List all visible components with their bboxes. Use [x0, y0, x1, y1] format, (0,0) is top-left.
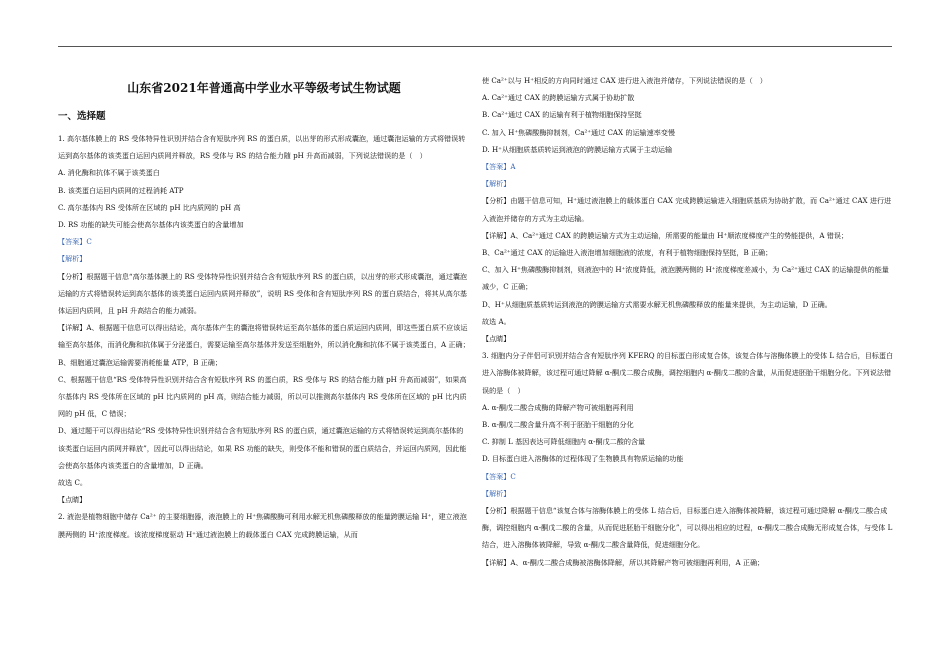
paragraph-q3A: A. α-酮戊二酸合成酶的降解产物可被细胞再利用 — [482, 402, 634, 412]
paragraph-q2A: A. Ca²⁺通过 CAX 的跨膜运输方式属于协助扩散 — [482, 93, 635, 103]
page-title: 山东省2021年普通高中学业水平等级考试生物试题 — [127, 81, 401, 95]
paragraph-q3D: D. 目标蛋白进入溶酶体的过程体现了生物膜具有物质运输的功能 — [482, 454, 684, 464]
paragraph-q2D: D. H⁺从细胞质基质转运到液泡的跨膜运输方式属于主动运输 — [482, 144, 673, 154]
paragraph-q2C: C. 加入 H⁺焦磷酸酶抑制剂，Ca²⁺通过 CAX 的运输速率变慢 — [482, 127, 676, 137]
paragraph-q2jx: 【解析】 — [482, 179, 511, 189]
paragraph-q3jx: 【解析】 — [482, 488, 511, 498]
paragraph-q3C: C. 抑制 L 基因表达可降低细胞内 α-酮戊二酸的含量 — [482, 437, 646, 447]
paragraph-q1jx: 【解析】 — [58, 254, 87, 264]
paragraph-q2xA: 【详解】A、Ca²⁺通过 CAX 的跨膜运输方式为主动运输，所需要的能量由 H⁺顺浓度梯度产生的势能提供，A 错误； — [482, 230, 849, 240]
section-heading: 一、选择题 — [58, 111, 106, 122]
paragraph-q2dj: 【点睛】 — [482, 334, 511, 344]
paragraph-q1gx: 故选 C。 — [58, 478, 87, 488]
paragraph-q3fx: 【分析】根据题干信息“该复合体与溶酶体膜上的受体 L 结合后，目标蛋白进入溶酶体被降解，该过程可通过降解 α-酮戊二酸合成酶，调控细胞内 α-酮戊二酸的含量，从而促进胚胎干细胞分化”，可以得出相应的过程，α-酮戊二酸合成酶无形成复合体，与受体 L 结合，进入溶酶体被降解，导致 α-酮戊二酸含量降低，促进细胞分化。 — [482, 506, 893, 550]
paragraph-q1dj: 【点睛】 — [58, 495, 87, 505]
paragraph-q1D: D. RS 功能的缺失可能会使高尔基体内该类蛋白的含量增加 — [58, 220, 244, 230]
left-column-body — [58, 130, 470, 543]
left-column — [58, 72, 470, 543]
paragraph-q3xA: 【详解】A、α-酮戊二酸合成酶被溶酶体降解，所以其降解产物可被细胞再利用，A 正确； — [482, 557, 765, 567]
paragraph-q2a: 2. 液泡是植物细胞中储存 Ca²⁺ 的主要细胞器，液泡膜上的 H⁺焦磷酸酶可利用水解无机焦磷酸释放的能量跨膜运输 H⁺，建立液泡膜两侧的 H⁺浓度梯度。该浓度梯度驱动 H⁺通过液泡膜上的载体蛋白 CAX 完成跨膜运输，从而 — [58, 512, 467, 539]
paragraph-q3a: 3. 细胞内分子伴侣可识别并结合含有短肽序列 KFERQ 的目标蛋白形成复合体，该复合体与溶酶体膜上的受体 L 结合后，目标蛋白进入溶酶体被降解，该过程可通过降解 α-酮戊二酸合成酶，调控细胞内 α-酮戊二酸的含量，从而促进胚胎干细胞分化。下列说法错误的是（ ） — [482, 351, 894, 395]
paragraph-q2b: 使 Ca²⁺以与 H⁺相反的方向同时通过 CAX 进行进入液泡并储存，下列说法错误的是（ ） — [482, 76, 767, 85]
header-rule — [58, 46, 892, 47]
paragraph-q1xC: C、根据题干信息“RS 受体特异性识别并结合含有短肽序列 RS 的蛋白质，RS 受体与 RS 的结合能力随 pH 升高而减弱”，如果高尔基体内 RS 受体所在区域的 pH 比内质网的 pH 高，则结合能力减弱，所以可以推测高尔基体内 RS 受体所在区域的 pH 比内质网的 pH 低，C 错误； — [58, 374, 467, 419]
paragraph-q2ans: 【答案】A — [482, 162, 516, 172]
paragraph-q3ans: 【答案】C — [482, 471, 516, 481]
paragraph-q2gx: 故选 A。 — [482, 316, 511, 326]
paragraph-q2xB: B、Ca²⁺通过 CAX 的运输进入液泡增加细胞液的浓度，有利于植物细胞保持坚挺，B 正确； — [482, 248, 773, 258]
paragraph-q1C: C. 高尔基体内 RS 受体所在区域的 pH 比内质网的 pH 高 — [58, 202, 241, 212]
paragraph-q1A: A. 消化酶和抗体不属于该类蛋白 — [58, 168, 160, 178]
paragraph-q1ans: 【答案】C — [58, 237, 92, 247]
paragraph-q1B: B. 该类蛋白运回内质网的过程消耗 ATP — [58, 185, 184, 195]
paragraph-q1xD: D、通过题干可以得出结论“RS 受体特异性识别并结合含有短肽序列 RS 的蛋白质，通过囊泡运输的方式将错误转运到高尔基体的该类蛋白运回内质网并释放”，因此可以得出结论，如果 RS 功能的缺失，则受体不能和错误的蛋白质结合，并运回内质网，因此能会使高尔基体内该类蛋白的含量增加，D 正确。 — [58, 426, 467, 470]
right-column-body — [482, 72, 894, 571]
paragraph-q2xD: D、H⁺从细胞质基质转运到液泡的跨膜运输方式需要水解无机焦磷酸释放的能量来提供，为主动运输，D 正确。 — [482, 299, 832, 309]
paragraph-q3B: B. α-酮戊二酸含量升高不利于胚胎干细胞的分化 — [482, 420, 634, 430]
paragraph-q1xB: B、细胞通过囊泡运输需要消耗能量 ATP，B 正确； — [58, 357, 222, 367]
paragraph-q2fx: 【分析】由题干信息可知，H⁺通过液泡膜上的载体蛋白 CAX 完成跨膜运输进入细胞质基质为协助扩散，而 Ca²⁺通过 CAX 进行进入液泡并储存的方式为主动运输。 — [482, 196, 892, 223]
paragraph-q1xj: 【详解】A、根据题干信息可以得出结论，高尔基体产生的囊泡将错误转运至高尔基体的蛋白质运回内质网，即这些蛋白质不应该运输至高尔基体，而消化酶和抗体属于分泌蛋白，需要运输至高尔基体并发送至细胞外，所以消化酶和抗体不属于该类蛋白，A 正确； — [58, 323, 470, 350]
paragraph-q2B: B. Ca²⁺通过 CAX 的运输有利于植物细胞保持坚挺 — [482, 110, 642, 120]
right-column — [482, 72, 894, 571]
paragraph-q2xC: C、加入 H⁺焦磷酸酶抑制剂，则液泡中的 H⁺浓度降低，液泡膜两侧的 H⁺浓度梯度差减小，为 Ca²⁺通过 CAX 的运输提供的能量减少，C 正确； — [482, 265, 889, 292]
paragraph-q1a: 1. 高尔基体膜上的 RS 受体特异性识别并结合含有短肽序列 RS 的蛋白质，以出芽的形式形成囊泡，通过囊泡运输的方式将错误转运到高尔基体的该类蛋白运回内质网并释放，RS 受体与 RS 的结合能力随 pH 升高而减弱，下列说法错误的是（ ） — [58, 134, 466, 161]
paragraph-q1fx: 【分析】根据题干信息“高尔基体膜上的 RS 受体特异性识别并结合含有短肽序列 RS 的蛋白质，以出芽的形式形成囊泡，通过囊泡运输的方式将错误转运到高尔基体的该类蛋白运回内质网并释放”，说明 RS 受体和含有短肽序列 RS 的蛋白质结合，将其从高尔基体运回内质网，且 pH 升高结合的能力减弱。 — [58, 271, 468, 316]
